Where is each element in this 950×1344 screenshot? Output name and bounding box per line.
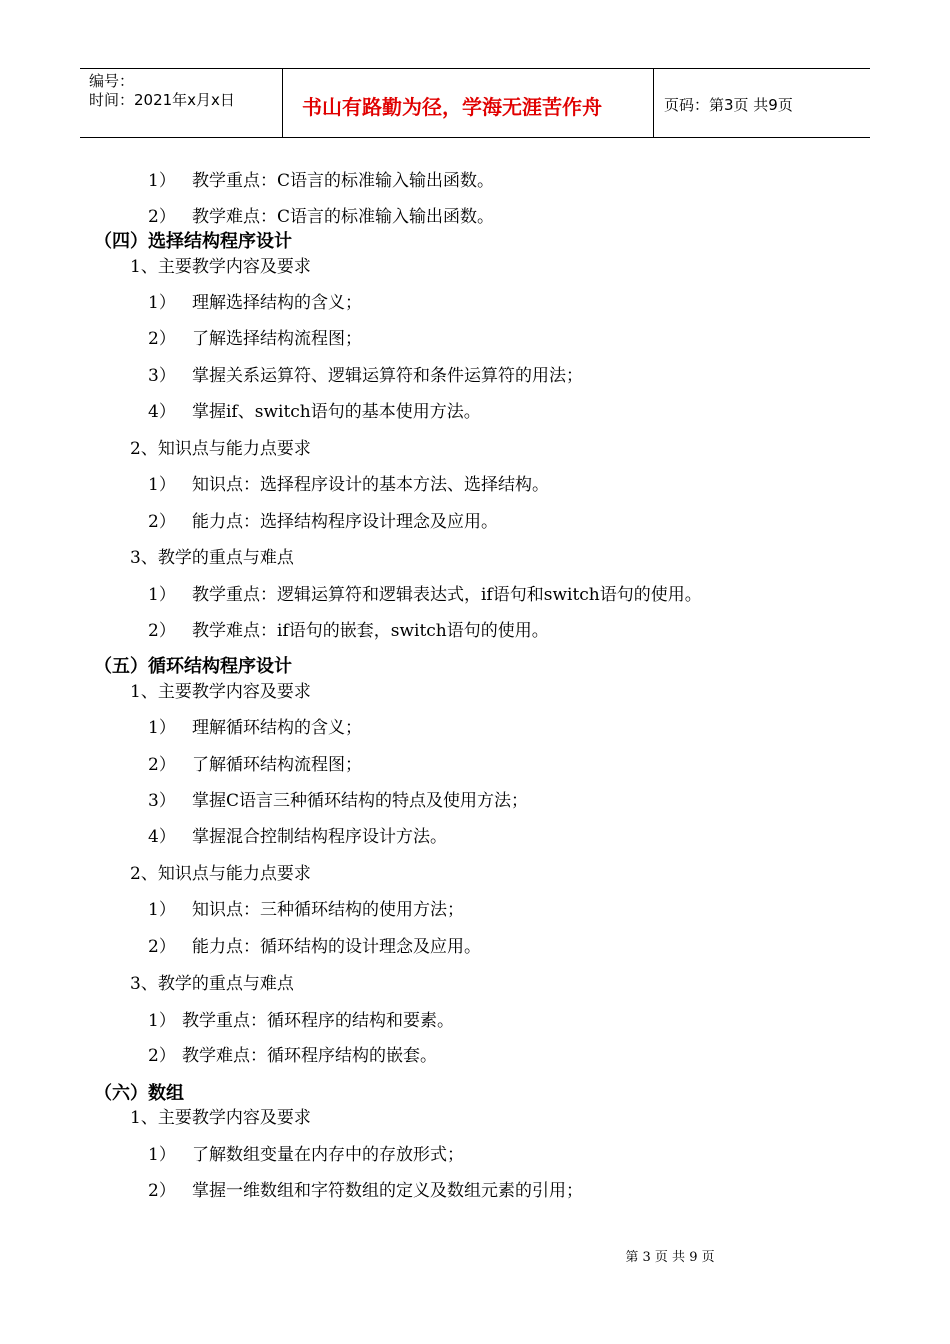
footer-page-number: 第 3 页 共 9 页 [625, 1250, 715, 1265]
list-item [148, 755, 362, 775]
item-text: 了解选择结构流程图； [192, 329, 362, 349]
item-text: 教学重点：C语言的标准输入输出函数。 [192, 171, 495, 191]
item-number: 2） [148, 1181, 176, 1201]
subsection-heading: 1、主要教学内容及要求 [130, 1108, 311, 1128]
subsection-heading: 1、主要教学内容及要求 [130, 682, 311, 702]
header-meta-cell [80, 69, 283, 137]
item-number: 4） [148, 402, 176, 422]
item-text: 知识点：三种循环结构的使用方法； [192, 900, 464, 920]
time-label: 时间：2021年x月x日 [89, 91, 235, 109]
item-text: 了解数组变量在内存中的存放形式； [192, 1145, 464, 1165]
list-item [148, 621, 549, 641]
item-number: 4） [148, 827, 176, 847]
item-text: 了解循环结构流程图； [192, 755, 362, 775]
item-number: 2） [148, 1046, 176, 1066]
item-number: 2） [148, 329, 176, 349]
subsection-heading: 2、知识点与能力点要求 [130, 864, 311, 884]
list-item [148, 1011, 454, 1031]
item-text: 掌握一维数组和字符数组的定义及数组元素的引用； [192, 1181, 583, 1201]
item-number: 3） [148, 791, 176, 811]
item-number: 1） [148, 1011, 176, 1031]
item-number: 2） [148, 207, 176, 227]
item-text: 教学重点：逻辑运算符和逻辑表达式，if语句和switch语句的使用。 [192, 585, 702, 605]
list-item [148, 1145, 464, 1165]
subsection-heading: 3、教学的重点与难点 [130, 548, 294, 568]
header-page-cell [654, 69, 870, 137]
item-number: 1） [148, 900, 176, 920]
item-number: 2） [148, 621, 176, 641]
list-item [148, 791, 528, 811]
item-text: 掌握C语言三种循环结构的特点及使用方法； [192, 791, 529, 811]
list-item [148, 402, 481, 422]
motto: 书山有路勤为径，学海无涯苦作舟 [302, 95, 602, 119]
list-item [148, 900, 464, 920]
list-item [148, 207, 494, 227]
item-text: 教学重点：循环程序的结构和要素。 [182, 1011, 454, 1031]
item-text: 掌握if、switch语句的基本使用方法。 [192, 402, 481, 422]
item-text: 能力点：选择结构程序设计理念及应用。 [192, 512, 498, 532]
section-heading: （五）循环结构程序设计 [94, 656, 292, 677]
item-text: 知识点：选择程序设计的基本方法、选择结构。 [192, 475, 549, 495]
item-text: 掌握关系运算符、逻辑运算符和条件运算符的用法； [192, 366, 583, 386]
item-number: 2） [148, 755, 176, 775]
item-number: 3） [148, 366, 176, 386]
item-number: 2） [148, 937, 176, 957]
subsection-heading: 3、教学的重点与难点 [130, 974, 294, 994]
list-item [148, 718, 362, 738]
subsection-heading: 1、主要教学内容及要求 [130, 257, 311, 277]
item-text: 教学难点：if语句的嵌套，switch语句的使用。 [192, 621, 549, 641]
page-footer [0, 1246, 950, 1265]
item-text: 理解选择结构的含义； [192, 293, 362, 313]
item-text: 教学难点：循环程序结构的嵌套。 [182, 1046, 437, 1066]
subsection-heading: 2、知识点与能力点要求 [130, 439, 311, 459]
section-heading: （四）选择结构程序设计 [94, 231, 292, 252]
item-number: 1） [148, 718, 176, 738]
list-item [148, 329, 362, 349]
item-number: 1） [148, 475, 176, 495]
list-item [148, 1181, 583, 1201]
header-motto-cell [283, 69, 654, 137]
item-number: 1） [148, 293, 176, 313]
list-item [148, 827, 447, 847]
item-text: 掌握混合控制结构程序设计方法。 [192, 827, 447, 847]
item-text: 理解循环结构的含义； [192, 718, 362, 738]
list-item [148, 585, 702, 605]
item-number: 1） [148, 1145, 176, 1165]
list-item [148, 293, 362, 313]
list-item [148, 1046, 437, 1066]
list-item [148, 475, 549, 495]
item-number: 1） [148, 585, 176, 605]
number-label: 编号： [89, 72, 135, 90]
item-text: 能力点：循环结构的设计理念及应用。 [192, 937, 481, 957]
page-header [80, 68, 870, 138]
item-text: 教学难点：C语言的标准输入输出函数。 [192, 207, 495, 227]
item-number: 1） [148, 171, 176, 191]
header-page-label: 页码：第3页 共9页 [664, 96, 793, 114]
list-item [148, 366, 583, 386]
list-item [148, 171, 494, 191]
list-item [148, 937, 481, 957]
section-heading: （六）数组 [94, 1083, 184, 1104]
item-number: 2） [148, 512, 176, 532]
list-item [148, 512, 498, 532]
